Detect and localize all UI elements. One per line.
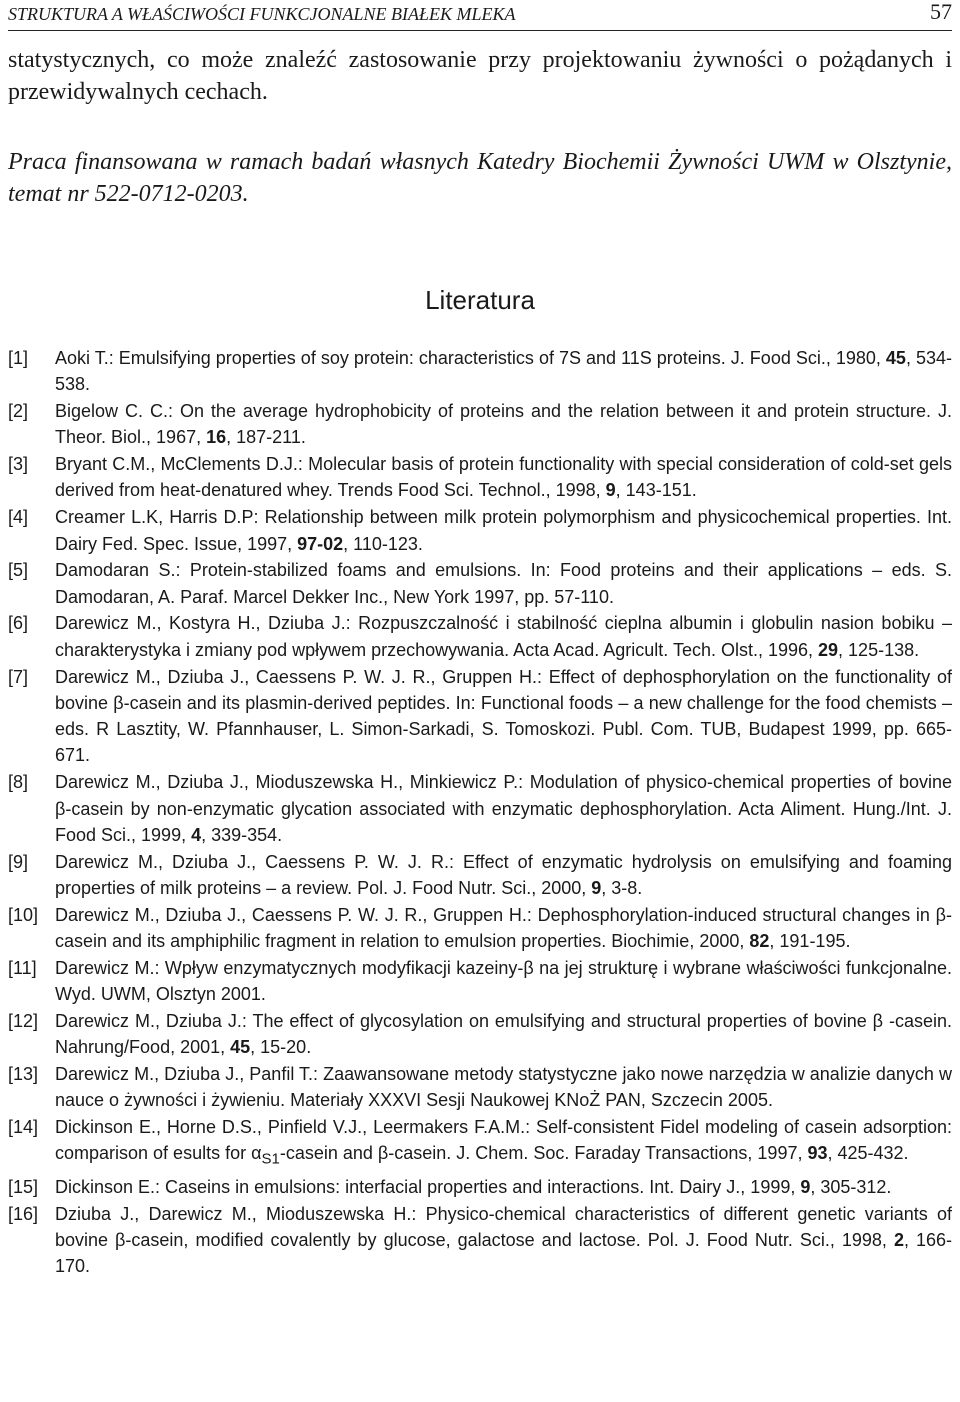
reference-item (8, 1174, 952, 1200)
reference-item (8, 1061, 952, 1114)
reference-number: [8] (8, 772, 29, 793)
reference-item (8, 955, 952, 1008)
page-number: 57 (930, 0, 952, 24)
reference-text: Darewicz M., Dziuba J., Caessens P. W. J. R., Gruppen H.: Dephosphorylation-induced structural changes in β-casein and its amphiphilic fragment in relation to emulsion properties. Biochimie, 2000, 82, 191-195. (55, 904, 952, 952)
running-header (8, 0, 952, 31)
reference-item (8, 610, 952, 663)
reference-item (8, 849, 952, 902)
reference-text: Darewicz M., Dziuba J., Caessens P. W. J. R., Gruppen H.: Effect of dephosphorylation on the functionality of bovine β-casein and its plasmin-derived peptides. In: Functional foods – a new challenge for the food chemists – eds. R Lasztity, W. Pfannhauser, L. Simon-Sarkadi, S. Tomoskozi. Publ. Com. TUB, Budapest 1999, pp. 665-671. (55, 666, 952, 766)
reference-item (8, 769, 952, 848)
reference-text: Aoki T.: Emulsifying properties of soy protein: characteristics of 7S and 11S proteins. J. Food Sci., 1980, 45, 534-538. (55, 348, 952, 395)
reference-number: [6] (8, 613, 29, 634)
reference-text: Dickinson E.: Caseins in emulsions: interfacial properties and interactions. Int. Dairy J., 1999, 9, 305-312. (55, 1176, 892, 1197)
reference-list (8, 345, 952, 1280)
reference-number: [16] (8, 1203, 39, 1224)
reference-item (8, 345, 952, 398)
reference-text: Darewicz M., Dziuba J.: The effect of glycosylation on emulsifying and structural properties of bovine β -casein. Nahrung/Food, 2001, 45, 15-20. (55, 1010, 952, 1058)
reference-number: [11] (8, 957, 37, 978)
reference-text: Creamer L.K, Harris D.P: Relationship between milk protein polymorphism and physicochemical properties. Int. Dairy Fed. Spec. Issue, 1997, 97-02, 110-123. (55, 507, 952, 554)
reference-number: [15] (8, 1176, 39, 1197)
reference-number: [5] (8, 560, 29, 581)
reference-number: [10] (8, 904, 39, 925)
reference-item (8, 1201, 952, 1280)
reference-item (8, 902, 952, 955)
reference-item (8, 557, 952, 610)
section-heading: Literatura (425, 285, 535, 315)
reference-item (8, 398, 952, 451)
reference-text: Darewicz M.: Wpływ enzymatycznych modyfikacji kazeiny-β na jej strukturę i wybrane właściwości funkcjonalne. Wyd. UWM, Olsztyn 2001. (55, 957, 952, 1005)
reference-item (8, 1114, 952, 1173)
reference-text: Dickinson E., Horne D.S., Pinfield V.J., Leermakers F.A.M.: Self-consistent Fidel modeling of casein adsorption: comparison of esults for $\alpha_{S1}$-casein and β-casein. J. Chem. Soc. Faraday Transactions, 1997, 93, 425-432. (55, 1117, 952, 1168)
reference-number: [9] (8, 851, 29, 872)
reference-item (8, 504, 952, 557)
body-paragraph: statystycznych, co może znaleźć zastosowanie przy projektowaniu żywności o pożądanych i przewidywalnych cechach. (8, 47, 952, 105)
reference-number: [1] (8, 348, 29, 368)
reference-number: [4] (8, 507, 29, 528)
reference-number: [3] (8, 454, 29, 475)
running-title: STRUKTURA A WŁAŚCIWOŚCI FUNKCJONALNE BIAŁEK MLEKA (8, 4, 516, 24)
funding-note: Praca finansowana w ramach badań własnych Katedry Biochemii Żywności UWM w Olsztynie, temat nr 522-0712-0203. (8, 149, 952, 207)
reference-number: [7] (8, 666, 29, 687)
reference-text: Bigelow C. C.: On the average hydrophobicity of proteins and the relation between it and protein structure. J. Theor. Biol., 1967, 16, 187-211. (55, 401, 952, 448)
reference-number: [14] (8, 1117, 39, 1138)
reference-text: Dziuba J., Darewicz M., Mioduszewska H.: Physico-chemical characteristics of different genetic variants of bovine β-casein, modified covalently by glucose, galactose and lactose. Pol. J. Food Nutr. Sci., 1998, 2, 166-170. (55, 1203, 953, 1277)
reference-text: Darewicz M., Dziuba J., Mioduszewska H., Minkiewicz P.: Modulation of physico-chemical properties of bovine β-casein by non-enzymatic glycation associated with enzymatic dephosphorylation. Acta Aliment. Hung./Int. J. Food Sci., 1999, 4, 339-354. (55, 772, 952, 845)
reference-text: Darewicz M., Dziuba J., Caessens P. W. J. R.: Effect of enzymatic hydrolysis on emulsifying and foaming properties of milk proteins – a review. Pol. J. Food Nutr. Sci., 2000, 9, 3-8. (55, 851, 952, 898)
reference-number: [2] (8, 401, 29, 422)
reference-text: Darewicz M., Dziuba J., Panfil T.: Zaawansowane metody statystyczne jako nowe narzędzia w analizie danych w nauce o żywności i żywieniu. Materiały XXXVI Sesji Naukowej KNoŻ PAN, Szczecin 2005. (55, 1064, 952, 1111)
reference-text: Bryant C.M., McClements D.J.: Molecular basis of protein functionality with special consideration of cold-set gels derived from heat-denatured whey. Trends Food Sci. Technol., 1998, 9, 143-151. (55, 454, 952, 501)
reference-number: [12] (8, 1010, 39, 1031)
reference-item (8, 664, 952, 769)
reference-text: Darewicz M., Kostyra H., Dziuba J.: Rozpuszczalność i stabilność cieplna albumin i globulin nasion bobiku – charakterystyka i zmiany pod wpływem przechowywania. Acta Acad. Agricult. Tech. Olst., 1996, 29, 125-138. (55, 613, 952, 660)
reference-text: Damodaran S.: Protein-stabilized foams and emulsions. In: Food proteins and their applications – eds. S. Damodaran, A. Paraf. Marcel Dekker Inc., New York 1997, pp. 57-110. (55, 560, 952, 607)
reference-number: [13] (8, 1064, 39, 1085)
reference-item (8, 1008, 952, 1061)
reference-item (8, 451, 952, 504)
